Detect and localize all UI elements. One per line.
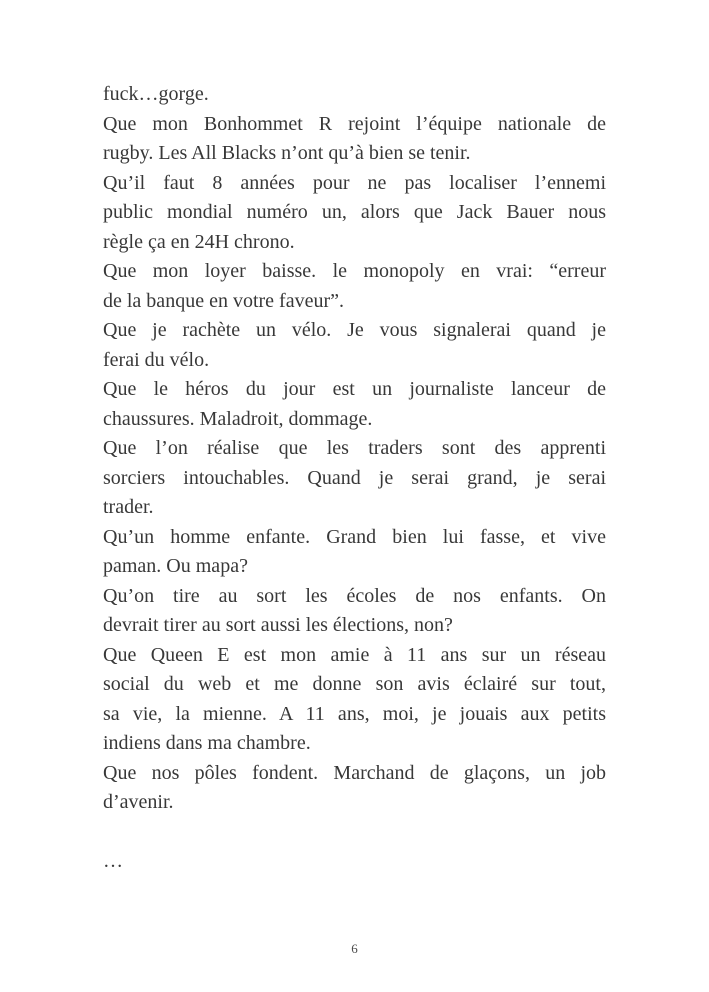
text-line: Que mon Bonhommet R rejoint l’équipe nationale de [103, 112, 606, 135]
text-line: Qu’on tire au sort les écoles de nos enfants. On [103, 584, 606, 607]
text-line: chaussures. Maladroit, dommage. [103, 407, 373, 430]
text-line: règle ça en 24H chrono. [103, 230, 295, 253]
text-line: trader. [103, 496, 154, 518]
text-line: d’avenir. [103, 791, 174, 813]
text-line: sorciers intouchables. Quand je serai grand, je serai [103, 466, 606, 489]
text-line: Que Queen E est mon amie à 11 ans sur un réseau [103, 643, 606, 666]
text-line: devrait tirer au sort aussi les élections, non? [103, 614, 453, 636]
paragraph [103, 257, 606, 316]
paragraph [103, 523, 606, 582]
paragraph [103, 169, 606, 258]
paragraph [103, 80, 606, 110]
text-line: Que nos pôles fondent. Marchand de glaçons, un job [103, 761, 606, 784]
paragraph [103, 847, 606, 877]
text-line: Qu’il faut 8 années pour ne pas localiser l’ennemi [103, 171, 606, 194]
text-line: Que mon loyer baisse. le monopoly en vrai: “erreur [103, 260, 606, 282]
text-line: Que l’on réalise que les traders sont des apprenti [103, 437, 606, 459]
paragraph [103, 818, 606, 848]
paragraph [103, 582, 606, 641]
text-line: ferai du vélo. [103, 348, 210, 371]
text-line: Que le héros du jour est un journaliste lanceur de [103, 378, 606, 400]
text-line: paman. Ou mapa? [103, 555, 248, 577]
text-line [103, 818, 606, 848]
text-line: Qu’un homme enfante. Grand bien lui fasse, et vive [103, 525, 606, 548]
text-line: fuck…gorge. [103, 83, 209, 105]
text-line: indiens dans ma chambre. [103, 732, 311, 754]
text-line: public mondial numéro un, alors que Jack Bauer nous [103, 201, 606, 223]
paragraph [103, 375, 606, 434]
text-line: … [103, 850, 123, 872]
paragraph [103, 434, 606, 523]
paragraph [103, 759, 606, 818]
text-line: de la banque en votre faveur”. [103, 289, 344, 312]
text-line: sa vie, la mienne. A 11 ans, moi, je jouais aux petits [103, 702, 606, 725]
text-line: Que je rachète un vélo. Je vous signalerai quand je [103, 319, 606, 341]
text-line: rugby. Les All Blacks n’ont qu’à bien se tenir. [103, 142, 471, 164]
page-number: 6 [351, 941, 358, 956]
text-line: social du web et me donne son avis éclairé sur tout, [103, 673, 606, 695]
paragraph [103, 110, 606, 169]
paragraph [103, 316, 606, 375]
paragraph [103, 641, 606, 759]
page-text [103, 80, 606, 877]
